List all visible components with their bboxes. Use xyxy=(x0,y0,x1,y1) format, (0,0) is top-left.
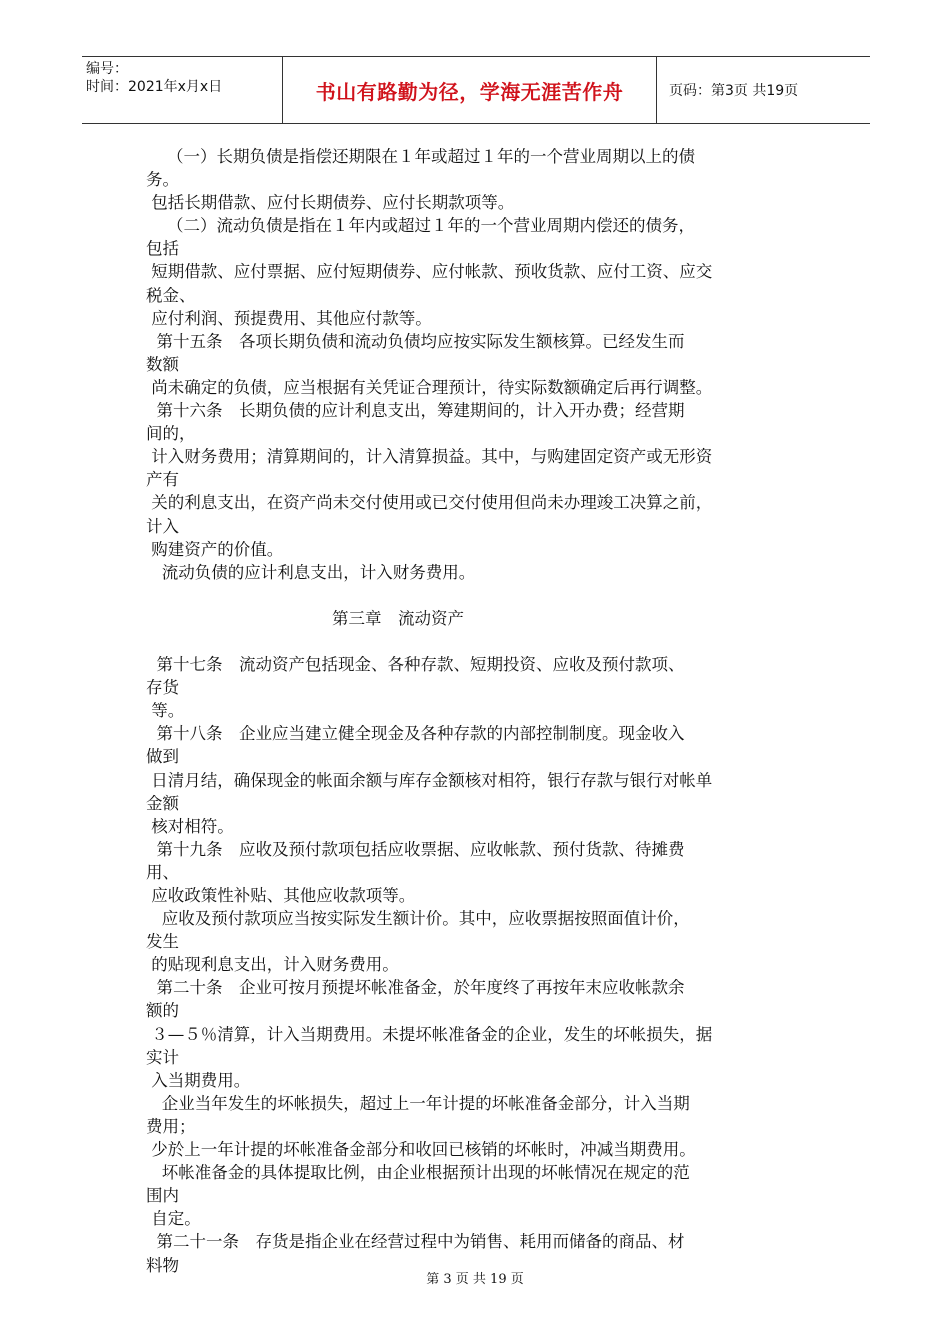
text-line: 第十八条 企业应当建立健全现金及各种存款的内部控制制度。现金收入 xyxy=(146,724,685,744)
text-line: 的贴现利息支出，计入财务费用。 xyxy=(146,955,399,975)
text-line: 税金、 xyxy=(146,285,196,305)
text-line: 第十七条 流动资产包括现金、各种存款、短期投资、应收及预付款项、 xyxy=(146,655,685,675)
text-line: 产有 xyxy=(146,470,179,490)
text-line: 第二十一条 存货是指企业在经营过程中为销售、耗用而储备的商品、材 xyxy=(146,1232,685,1252)
text-line: 数额 xyxy=(146,354,179,374)
time-label: 时间：2021年x月x日 xyxy=(86,79,223,95)
chapter-title: 第三章 流动资产 xyxy=(332,608,464,628)
text-line: 围内 xyxy=(146,1186,179,1206)
text-line: 料物 xyxy=(146,1255,179,1275)
text-line: 费用； xyxy=(146,1116,196,1136)
text-line: 入当期费用。 xyxy=(146,1070,251,1090)
text-line: 实计 xyxy=(146,1047,179,1067)
text-line: 发生 xyxy=(146,932,179,952)
text-line: 务。 xyxy=(146,170,179,190)
text-line: 第二十条 企业可按月预提坏帐准备金，於年度终了再按年末应收帐款余 xyxy=(146,978,685,998)
text-line: 应付利润、预提费用、其他应付款等。 xyxy=(146,308,432,328)
header-motto: 书山有路勤为径，学海无涯苦作舟 xyxy=(282,57,657,123)
text-line: 购建资产的价值。 xyxy=(146,539,284,559)
text-line: 尚未确定的负债，应当根据有关凭证合理预计，待实际数额确定后再行调整。 xyxy=(146,377,713,397)
text-line: 用、 xyxy=(146,862,179,882)
page-footer: 第 3 页 共 19 页 xyxy=(426,1272,524,1287)
text-line: 包括 xyxy=(146,239,179,259)
text-line: ３—５％清算，计入当期费用。未提坏帐准备金的企业，发生的坏帐损失，据 xyxy=(146,1024,713,1044)
text-line: 关的利息支出，在资产尚未交付使用或已交付使用但尚未办理竣工决算之前， xyxy=(146,493,713,513)
text-line: 计入 xyxy=(146,516,179,536)
text-line: 应收政策性补贴、其他应收款项等。 xyxy=(146,886,416,905)
document-body xyxy=(146,145,806,1277)
blank-line xyxy=(146,584,806,607)
header-meta xyxy=(82,57,282,123)
number-label: 编号： xyxy=(86,61,128,77)
text-line: 间的， xyxy=(146,424,196,444)
text-line: 坏帐准备金的具体提取比例，由企业根据预计出现的坏帐情况在规定的范 xyxy=(146,1163,690,1183)
text-line: 短期借款、应付票据、应付短期债券、应付帐款、预收货款、应付工资、应交 xyxy=(146,262,713,282)
text-line: （一）长期负债是指偿还期限在１年或超过１年的一个营业周期以上的债 xyxy=(146,147,695,166)
text-line: 少於上一年计提的坏帐准备金部分和收回已核销的坏帐时，冲减当期费用。 xyxy=(146,1140,696,1160)
page-header xyxy=(82,56,870,124)
text-line: （二）流动负债是指在１年内或超过１年的一个营业周期内偿还的债务， xyxy=(146,216,695,236)
header-page-info: 页码：第3页 共19页 xyxy=(669,83,799,99)
text-line: 核对相符。 xyxy=(146,816,234,836)
text-line: 第十五条 各项长期负债和流动负债均应按实际发生额核算。已经发生而 xyxy=(146,331,685,351)
text-line: 做到 xyxy=(146,747,179,767)
text-line: 包括长期借款、应付长期债券、应付长期款项等。 xyxy=(146,193,515,213)
text-line: 日清月结，确保现金的帐面余额与库存金额核对相符，银行存款与银行对帐单 xyxy=(146,770,713,790)
text-line: 额的 xyxy=(146,1001,179,1021)
text-line: 计入财务费用；清算期间的，计入清算损益。其中，与购建固定资产或无形资 xyxy=(146,447,713,467)
text-line: 企业当年发生的坏帐损失，超过上一年计提的坏帐准备金部分，计入当期 xyxy=(146,1093,690,1113)
blank-line xyxy=(146,630,806,653)
text-line: 自定。 xyxy=(146,1209,201,1229)
text-line: 金额 xyxy=(146,793,179,813)
text-line: 存货 xyxy=(146,678,179,698)
text-line: 流动负债的应计利息支出，计入财务费用。 xyxy=(146,562,476,582)
text-line: 第十九条 应收及预付款项包括应收票据、应收帐款、预付货款、待摊费 xyxy=(146,839,685,859)
text-line: 第十六条 长期负债的应计利息支出，筹建期间的，计入开办费；经营期 xyxy=(146,401,685,421)
text-line: 应收及预付款项应当按实际发生额计价。其中，应收票据按照面值计价， xyxy=(146,909,690,929)
text-line: 等。 xyxy=(146,701,185,721)
